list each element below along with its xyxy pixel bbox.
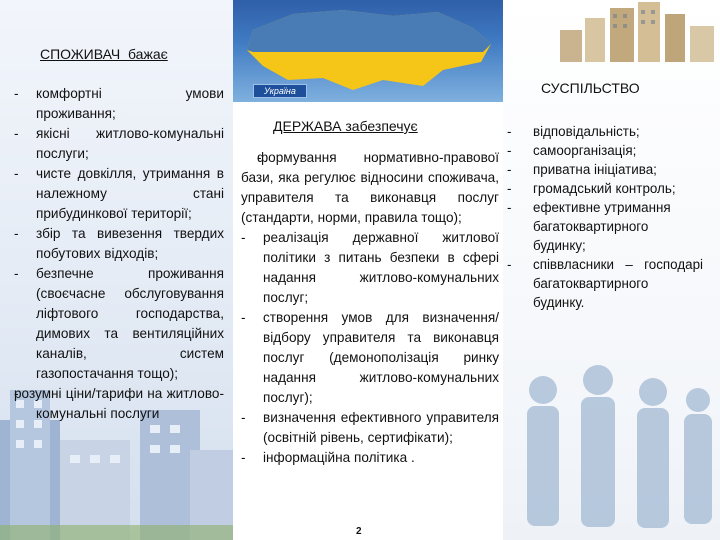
consumer-column <box>0 0 233 540</box>
society-list <box>507 122 703 312</box>
list-item: - громадський контроль; <box>507 179 703 198</box>
list-item: - відповідальність; <box>507 122 703 141</box>
list-item: - розумні ціни/тарифи на житлово-комунальні послуги <box>14 384 224 424</box>
list-item: - формування нормативно-правової бази, яка регулює відносини споживача, управителя та виконавця послуг (стандарти, норми, правила тощо); <box>241 148 499 228</box>
list-item: - чисте довкілля, утримання в належному стані прибудинкової території; <box>14 164 224 224</box>
state-column <box>233 0 503 540</box>
list-item: - інформаційна політика . <box>241 448 499 468</box>
society-title: СУСПІЛЬСТВО <box>541 80 640 96</box>
state-title: ДЕРЖАВА забезпечує <box>273 118 418 134</box>
state-list <box>241 148 499 468</box>
consumer-list <box>14 84 224 424</box>
map-label: Україна <box>253 84 307 98</box>
list-item: - визначення ефективного управителя (освітній рівень, сертифікати); <box>241 408 499 448</box>
society-column <box>503 0 720 540</box>
list-item: - самоорганізація; <box>507 141 703 160</box>
consumer-title: СПОЖИВАЧ бажає <box>40 46 168 62</box>
list-item: - якісні житлово-комунальні послуги; <box>14 124 224 164</box>
skyline-illustration <box>555 0 720 62</box>
people-illustration <box>503 350 720 540</box>
list-item: - співвласники – господарі багатоквартирного будинку. <box>507 255 703 312</box>
ukraine-map-banner <box>233 0 503 102</box>
list-item: - безпечне проживання (своєчасне обслуговування ліфтового господарства, димових та вентиляційних каналів, систем газопостачання тощо); <box>14 264 224 384</box>
list-item: - збір та вивезення твердих побутових відходів; <box>14 224 224 264</box>
list-item: - ефективне утримання багатоквартирного будинку; <box>507 198 703 255</box>
list-item: - комфортні умови проживання; <box>14 84 224 124</box>
list-item: - створення умов для визначення/відбору управителя та виконавця послуг (демонополізація ринку надання житлово-комунальних послуг); <box>241 308 499 408</box>
page-number: 2 <box>356 526 362 537</box>
list-item: - реалізація державної житлової політики з питань безпеки в сфері надання житлово-комунальних послуг; <box>241 228 499 308</box>
list-item: - приватна ініціатива; <box>507 160 703 179</box>
